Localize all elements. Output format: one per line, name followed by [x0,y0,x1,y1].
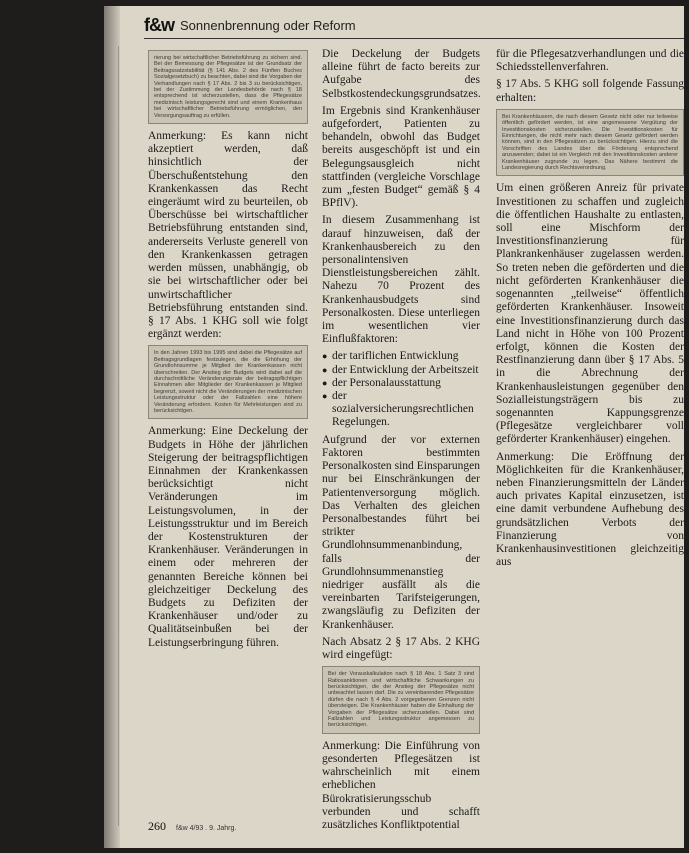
journal-citation: f&w 4/93 . 9. Jahrg. [176,825,237,832]
quoted-law-text: In den Jahren 1993 bis 1995 sind dabei die Pflegesätze auf Beitragsgrundlagen festzulegen, die die Erhöhung der Grundlohnsumme je Mitglied der Krankenkassen nicht überschreiten. Der Anstieg der Budgets wird dabei auf die durchschnittliche Veränderungsrate der beitragspflichtigen Einnahmen aller Mitglieder der Krankenkassen je Mitglied begrenzt, soweit nicht die Veränderungen der medizinischen Leistungsstruktur oder der Fallzahlen eine höhere Veränderung erfordern. Kosten für Mehrleistungen sind zu berücksichtigen. [154,350,302,414]
bullet-list [322,350,480,429]
bullet-item: ● der tariflichen Entwicklung [322,350,480,363]
journal-logo: f&w [144,14,174,35]
quoted-law-box [148,345,308,419]
text-column-2 [322,48,480,836]
bullet-item: ● der Entwicklung der Arbeitszeit [322,364,480,377]
paragraph: Anmerkung: Eine Deckelung der Budgets in Höhe der jährlichen Steigerung der beitragspflichtigen Einnahmen der Krankenkassen berücksichtigt nicht Veränderungen im Leistungsvolumen, in der Leistungsstruktur und im Bereich der Kostenstrukturen der Krankenhäuser. Veränderungen in einem oder mehreren der genannten Bereiche können bei gleichzeitiger Deckelung des Budgets zu Defiziten der Krankenhäuser und/oder zu Qualitätseinbußen bei der Leistungserbringung führen. [148,425,308,649]
paragraph: Anmerkung: Die Eröffnung der Möglichkeiten für die Krankenhäuser, neben Finanzierungsmitteln der Länder auch privates Kapital einzusetzen, ist eine damit verbundene Aufhebung des grundsätzlichen Verbots der Finanzierung von Krankenhausinvestitionen gleichzeitig aus [496,450,684,569]
paragraph: für die Pflegesatzverhandlungen und die Schiedsstellenverfahren. [496,48,684,74]
document-page [104,6,684,848]
paragraph: Im Ergebnis sind Krankenhäuser aufgefordert, Patienten zu behandeln, obwohl das Budget bereits ausgeschöpft ist und ein Belegungsausgleich nicht stattfinden (vergleiche Vorschlage zum „festen Budget“ gemäß § 4 BPflV). [322,104,480,210]
text-column-3 [496,48,684,573]
quoted-law-text: Bei der Vorauskalkulation nach § 18 Abs. 1 Satz 3 sind Ratiosanktionen und wirtschaftliche Schwankungen zu berücksichtigen, die der Anstieg der Pflegesätze nicht unbeachtet lassen darf. Die zu vereinbarenden Pflegesätze dürfen die nach § 4 Abs. 2 vorgegebenen Grenzen nicht übersteigen. Die Krankenhäuser haben die Einhaltung der Vorgaben der Pflegesätze sicherzustellen. Dabei sind Fallzahlen und Leistungsstruktur angemessen zu berücksichtigen. [328,671,474,729]
paragraph: Die Deckelung der Budgets alleine führt de facto bereits zur Aufgabe des Selbstkostendeckungsgrundsatzes. [322,48,481,100]
paragraph: Anmerkung: Es kann nicht akzeptiert werden, daß hinsichtlich der Überschußentstehung den Krankenkassen das Recht eingeräumt wird zu beurteilen, ob Überschüsse bei wirtschaftlicher Betriebsführung entstanden sind, andererseits Verluste generell von den Krankenkassen getragen werden müssen, unabhängig, ob sie bei wirtschaftlicher oder bei unwirtschaftlicher Betriebsführung entstanden sind. § 17 Abs. 1 KHG soll wie folgt ergänzt werden: [148,130,308,341]
quoted-law-box [322,666,480,734]
page-footer [148,819,236,834]
bullet-item: ● der Personalausstattung [322,377,480,390]
column-margin-line [118,46,119,826]
page-number: 260 [148,819,166,833]
running-header-title: Sonnenbrennung oder Reform [180,17,356,33]
header-rule [144,38,684,39]
page-header [144,14,356,36]
paragraph: Nach Absatz 2 § 17 Abs. 2 KHG wird eingefügt: [322,635,480,661]
quoted-law-box [148,50,308,124]
text-column-1 [148,48,308,654]
paragraph: In diesem Zusammenhang ist darauf hinzuweisen, daß der Krankenhausbereich zu den personalintensiven Dienstleistungsbereichen zählt. Nahezu 70 Prozent des Krankenhausbudgets sind Personalkosten. Diese unterliegen im wesentlichen vier Einflußfaktoren: [322,214,480,346]
quoted-law-box [496,109,684,177]
quoted-law-text: rierung bei wirtschaftlicher Betriebsführung zu sichern sind. Bei der Bemessung der Pflegesätze ist der Grundsatz der Beitragssatzstabilität (§ 141 Abs. 2 des Fünften Buches Sozialgesetzbuch) zu beachten, dabei sind die Vorgaben der Verhandlungen nach § 17 Abs. 2 bis 3 zu berücksichtigen, bei der Zustimmung der Landesbehörde nach § 18 entsprechend ist sicherzustellen, dass die Pflegesätze medizinisch leistungsgerecht sind und einem Krankenhaus bei wirtschaftlicher Betriebsführung ermöglichen, den Versorgungsauftrag zu erfüllen. [154,55,302,119]
paragraph: Um einen größeren Anreiz für private Investitionen zu schaffen und zugleich die öffentlichen Haushalte zu entlasten, soll eine Mischform der Investitionsfinanzierung für Plankrankenhäuser zugelassen werden. So treten neben die geförderten und die nicht geförderten Krankenhäuser die sogenannten „teilweise“ öffentlich geförderten Krankenhäuser. Insoweit eine Investitionsfinanzierung durch das Land nicht in Höhe von 100 Prozent erfolgt, können die Kosten der Restfinanzierung dann über § 17 Abs. 5 in die Abrechnung der Krankenhausleistungen gegenüber den Sozialleistungsträgern bis zu sogenannten Kappungsgrenze (Pflegesätze vergleichbarer voll geförderter Krankenhäuser) eingehen. [496,182,684,446]
paragraph: Aufgrund der vor externen Faktoren bestimmten Personalkosten sind Einsparungen nur bei Einschränkungen der Patientenversorgung möglich. Das Verhalten des gleichen Personalbestandes führt bei strikter Grundlohnsummenanbindung, falls der Grundlohnsummenanstieg niedriger ausfällt als die vereinbarten Tarifsteigerungen, zwangsläufig zu Defiziten der Krankenhäuser. [322,433,480,631]
bullet-item: ● der sozialversicherungsrechtlichen Regelungen. [322,390,480,430]
paragraph: Anmerkung: Die Einführung von gesonderten Pflegesätzen ist wahrscheinlich mit einem erheblichen Bürokratisierungsschub verbunden und schafft zusätzliches Konfliktpotential [322,739,480,832]
quoted-law-text: Bei Krankenhäusern, die nach diesem Gesetz nicht oder nur teilweise öffentlich gefördert werden, ist eine angemessene Vergütung der Investitionskosten sicherzustellen. Die Investitionskosten für Einrichtungen, die nicht mehr nach diesem Gesetz gefördert werden können, sind in den Pflegesätzen zu berücksichtigen. Hierzu sind die Vorschriften des Landes über die Förderung entsprechend anzuwenden; dabei ist ein Vergleich mit den Investitionskosten anderer Krankenhäuser zugrunde zu legen. Das Nähere bestimmt die Landesregierung durch Rechtsverordnung. [502,113,678,172]
paragraph: § 17 Abs. 5 KHG soll folgende Fassung erhalten: [496,78,684,104]
